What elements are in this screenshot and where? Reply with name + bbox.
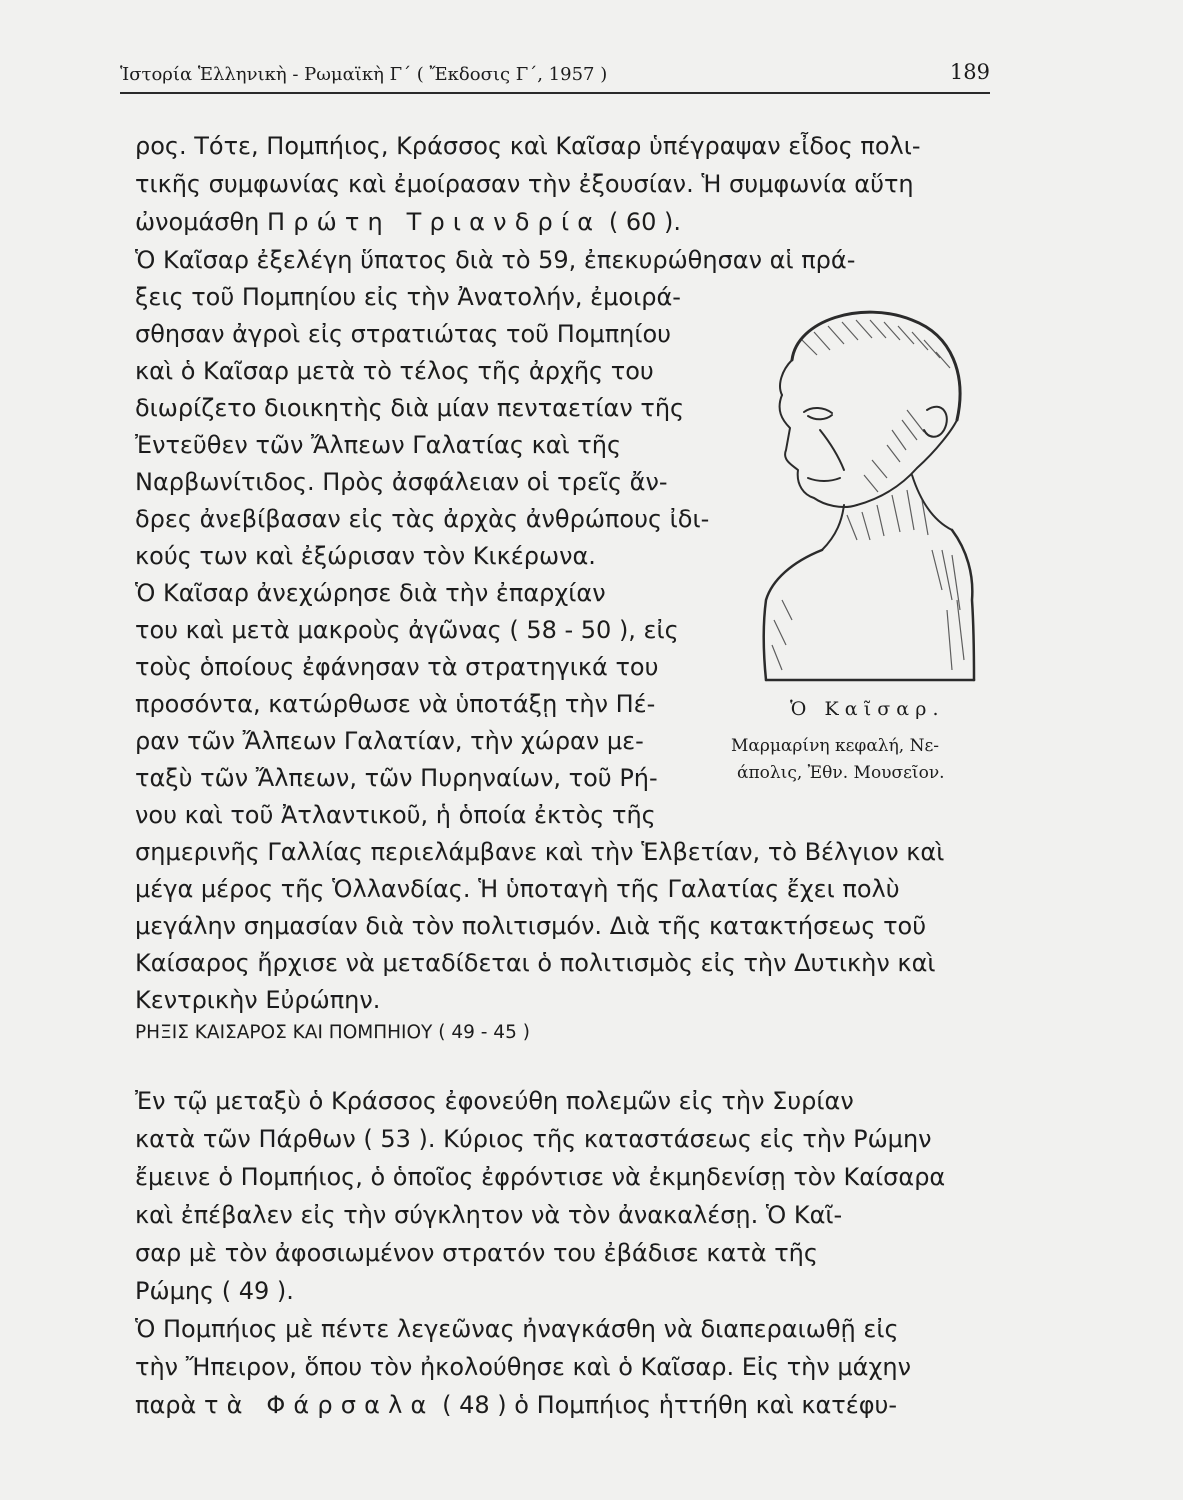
figure-caption-title: Ὁ Καῖσαρ. xyxy=(790,698,945,720)
figure-caption-line: Μαρμαρίνη κεφαλή, Νε- xyxy=(731,736,940,756)
text-line: Ἐντεῦθεν τῶν Ἄλπεων Γαλατίας καὶ τῆς xyxy=(135,431,622,459)
page-header xyxy=(120,58,990,94)
emphasis-spaced: Πρώτη Τριανδρία xyxy=(267,208,602,236)
text-line: καὶ ὁ Καῖσαρ μετὰ τὸ τέλος τῆς ἀρχῆς του xyxy=(135,357,654,385)
emphasis-spaced: τὰ Φάρσαλα xyxy=(203,1391,435,1419)
text-line: σθησαν ἀγροὶ εἰς στρατιώτας τοῦ Πομπηίου xyxy=(135,320,672,348)
text-line: ὠνομάσθη Πρώτη Τριανδρία ( 60 ). xyxy=(135,208,681,236)
text-line: Καίσαρος ἤρχισε νὰ μεταδίδεται ὁ πολιτισμὸς εἰς τὴν Δυτικὴν καὶ xyxy=(135,949,936,977)
text-line: μέγα μέρος τῆς Ὁλλανδίας. Ἡ ὑποταγὴ τῆς Γαλατίας ἔχει πολὺ xyxy=(135,875,900,903)
figure-caption-line: άπολις, Ἐθν. Μουσεῖον. xyxy=(737,763,945,783)
running-title: Ἱστορία Ἑλληνικὴ - Ρωμαϊκὴ Γ΄ ( Ἔκδοσις Γ΄, 1957 ) xyxy=(120,64,608,85)
text-line: ρος. Τότε, Πομπήιος, Κράσσος καὶ Καῖσαρ ὑπέγραψαν εἶδος πολι- xyxy=(135,132,921,160)
text-line: διωρίζετο διοικητὴς διὰ μίαν πενταετίαν τῆς xyxy=(135,394,685,422)
caesar-bust-illustration xyxy=(752,300,992,685)
text-line: ραν τῶν Ἄλπεων Γαλατίαν, τὴν χώραν με- xyxy=(135,727,644,755)
text-line: ξεις τοῦ Πομπηίου εἰς τὴν Ἀνατολήν, ἐμοιρά- xyxy=(135,283,681,311)
section-heading: ΡΗΞΙΣ ΚΑΙΣΑΡΟΣ ΚΑΙ ΠΟΜΠΗΙΟΥ ( 49 - 45 ) xyxy=(135,1022,530,1043)
text-line: σαρ μὲ τὸν ἀφοσιωμένον στρατόν του ἐβάδισε κατὰ τῆς xyxy=(135,1239,818,1267)
text-line: σημερινῆς Γαλλίας περιελάμβανε καὶ τὴν Ἑλβετίαν, τὸ Βέλγιον καὶ xyxy=(135,838,945,866)
text-line: Ὁ Καῖσαρ ἀνεχώρησε διὰ τὴν ἐπαρχίαν xyxy=(135,579,606,607)
text-line: κούς των καὶ ἐξώρισαν τὸν Κικέρωνα. xyxy=(135,542,596,570)
text-line: Ὁ Πομπήιος μὲ πέντε λεγεῶνας ἠναγκάσθη νὰ διαπεραιωθῇ εἰς xyxy=(135,1315,899,1343)
text-line: τοὺς ὁποίους ἐφάνησαν τὰ στρατηγικά του xyxy=(135,653,659,681)
text-line: ταξὺ τῶν Ἄλπεων, τῶν Πυρηναίων, τοῦ Ρή- xyxy=(135,764,658,792)
text-line: Κεντρικὴν Εὐρώπην. xyxy=(135,986,381,1014)
page-number: 189 xyxy=(949,60,990,84)
text-line: τὴν Ἤπειρον, ὅπου τὸν ἠκολούθησε καὶ ὁ Καῖσαρ. Εἰς τὴν μάχην xyxy=(135,1353,911,1381)
text-line: δρες ἀνεβίβασαν εἰς τὰς ἀρχὰς ἀνθρώπους ἰδι- xyxy=(135,505,710,533)
text-line: μεγάλην σημασίαν διὰ τὸν πολιτισμόν. Διὰ τῆς κατακτήσεως τοῦ xyxy=(135,912,927,940)
text-line: του καὶ μετὰ μακροὺς ἀγῶνας ( 58 - 50 ), εἰς xyxy=(135,616,679,644)
text-line: Ναρβωνίτιδος. Πρὸς ἀσφάλειαν οἱ τρεῖς ἄν- xyxy=(135,468,668,496)
text-line: κατὰ τῶν Πάρθων ( 53 ). Κύριος τῆς καταστάσεως εἰς τὴν Ρώμην xyxy=(135,1125,932,1153)
text-line: καὶ ἐπέβαλεν εἰς τὴν σύγκλητον νὰ τὸν ἀνακαλέσῃ. Ὁ Καῖ- xyxy=(135,1201,843,1229)
text-line: τικῆς συμφωνίας καὶ ἐμοίρασαν τὴν ἐξουσίαν. Ἡ συμφωνία αὕτη xyxy=(135,170,914,198)
text-line: Ἐν τῷ μεταξὺ ὁ Κράσσος ἐφονεύθη πολεμῶν εἰς τὴν Συρίαν xyxy=(135,1087,854,1115)
text-line: νου καὶ τοῦ Ἀτλαντικοῦ, ἡ ὁποία ἐκτὸς τῆς xyxy=(135,801,656,829)
text-line: ἔμεινε ὁ Πομπήιος, ὁ ὁποῖος ἐφρόντισε νὰ ἐκμηδενίσῃ τὸν Καίσαρα xyxy=(135,1163,946,1191)
text-line: παρὰ τὰ Φάρσαλα ( 48 ) ὁ Πομπήιος ἡττήθη καὶ κατέφυ- xyxy=(135,1391,898,1419)
text-line: Ὁ Καῖσαρ ἐξελέγη ὕπατος διὰ τὸ 59, ἐπεκυρώθησαν αἱ πρά- xyxy=(135,246,856,274)
text-line: Ρώμης ( 49 ). xyxy=(135,1277,294,1305)
text-line: προσόντα, κατώρθωσε νὰ ὑποτάξῃ τὴν Πέ- xyxy=(135,690,656,718)
